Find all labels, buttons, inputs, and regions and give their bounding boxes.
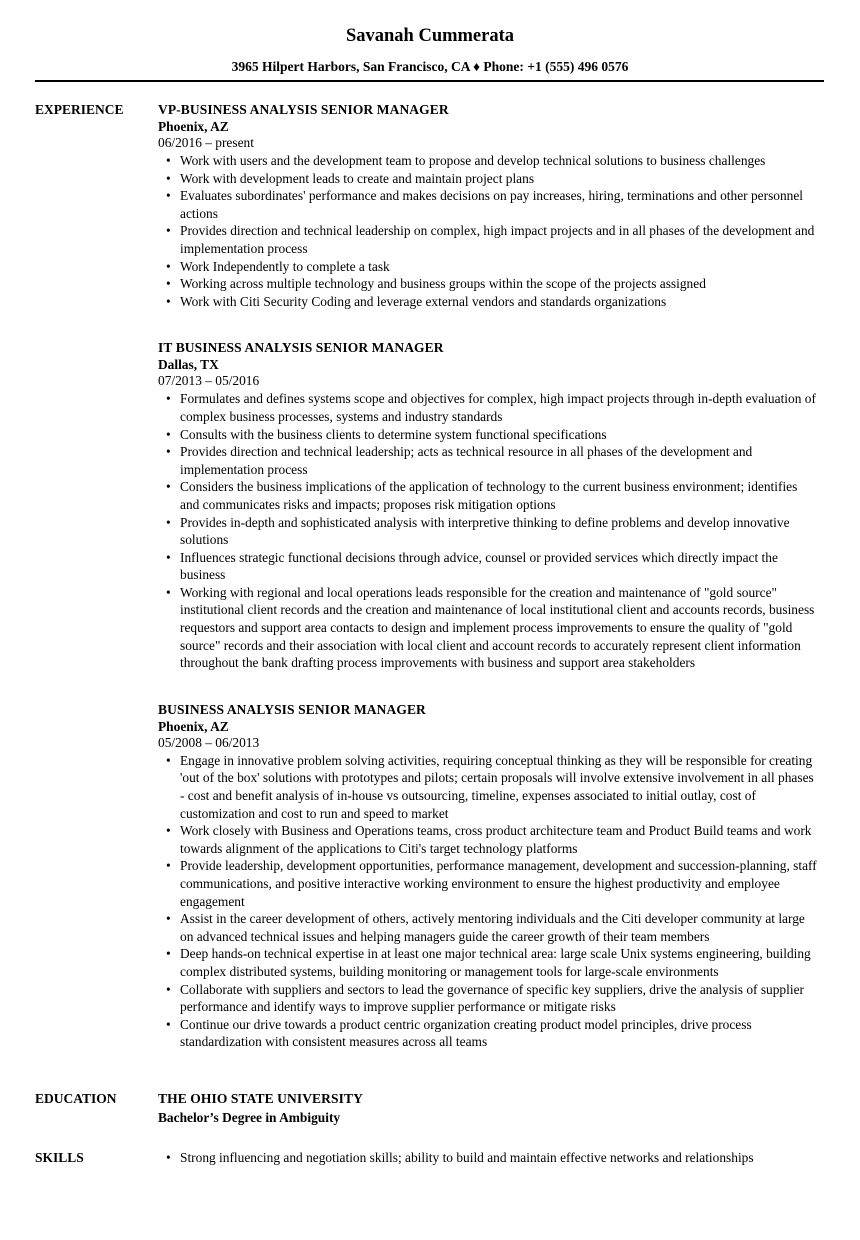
bullet-item: • Influences strategic functional decisions through advice, counsel or provided services which directly impact the business xyxy=(158,549,818,584)
job-title: BUSINESS ANALYSIS SENIOR MANAGER xyxy=(158,701,426,717)
job-title: IT BUSINESS ANALYSIS SENIOR MANAGER xyxy=(158,340,444,356)
job-location: Phoenix, AZ xyxy=(158,119,229,134)
bullet-item: • Continue our drive towards a product centric organization creating product model principles, drive process standardization with consistent measures across all teams xyxy=(158,1016,818,1051)
bullet-item: • Considers the business implications of the application of technology to the current business environment; identifies and communicates risks and impacts; proposes risk mitigation options xyxy=(158,478,818,513)
education-school: THE OHIO STATE UNIVERSITY xyxy=(158,1090,363,1106)
job-dates: 05/2008 – 06/2013 xyxy=(158,734,260,750)
bullet-item: • Engage in innovative problem solving activities, requiring conceptual thinking as they will be responsible for creating 'out of the box' solutions with prototypes and pilots; certain proposals will involve extensive involvement in all phases - cost and benefit analysis of in-house vs outsourcing, timeline, expenses associated to initial outlay, cost of customization and cost to run and speed to market xyxy=(158,752,818,822)
job-bullet-list xyxy=(158,152,818,310)
job-location: Dallas, TX xyxy=(158,357,219,373)
header-divider xyxy=(35,80,824,82)
bullet-item: • Work with users and the development team to propose and develop technical solutions to business challenges xyxy=(158,152,818,170)
bullet-item: • Strong influencing and negotiation skills; ability to build and maintain effective networks and relationships xyxy=(158,1149,818,1167)
experience-label: EXPERIENCE xyxy=(35,102,124,117)
skills-section xyxy=(0,1148,860,1167)
bullet-item: • Provides in-depth and sophisticated analysis with interpretive thinking to define problems and develop innovative solutions xyxy=(158,514,818,549)
bullet-item: • Collaborate with suppliers and sectors to lead the governance of specific key suppliers, drive the analysis of supplier performance and identify ways to improve supplier performance or mitigate risks xyxy=(158,981,818,1016)
job-bullet-list xyxy=(158,390,818,672)
bullet-item: • Work with development leads to create and maintain project plans xyxy=(158,170,818,188)
bullet-item: • Provides direction and technical leadership; acts as technical resource in all phases of the development and implementation process xyxy=(158,443,818,478)
candidate-name: Savanah Cummerata xyxy=(345,26,515,46)
bullet-item: • Working across multiple technology and business groups within the scope of the projects assigned xyxy=(158,275,818,293)
bullet-item: • Provide leadership, development opportunities, performance management, development and succession-planning, staff communications, and positive interactive working environment to ensure the highest productivity and employee engagement xyxy=(158,857,818,910)
experience-content xyxy=(158,100,818,1051)
skills-content xyxy=(158,1148,818,1167)
bullet-item: • Working with regional and local operations leads responsible for the creation and maintenance of "gold source" institutional client records and the creation and maintenance of local institutional client and accounts records, business requestors and support area contacts to design and implement process improvements to ensure the quality of "gold source" records and their association with local client and account records to accurately represent client information throughout the bank drafting process improvements with business and support area stakeholders xyxy=(158,584,818,672)
job-dates: 06/2016 – present xyxy=(158,135,254,150)
bullet-item: • Formulates and defines systems scope and objectives for complex, high impact projects through in-depth evaluation of complex business processes, systems and industry standards xyxy=(158,390,818,425)
contact-line: 3965 Hilpert Harbors, San Francisco, CA ♦ Phone: +1 (555) 496 0576 xyxy=(231,59,629,74)
bullet-item: • Deep hands-on technical expertise in at least one major technical area: large scale Unix systems engineering, building complex distributed systems, building monitoring or management tools for large-scale environments xyxy=(158,945,818,980)
bullet-item: • Work Independently to complete a task xyxy=(158,258,818,276)
bullet-item: • Evaluates subordinates' performance and makes decisions on pay increases, hiring, terminations and other personnel actions xyxy=(158,187,818,222)
bullet-item: • Work with Citi Security Coding and leverage external vendors and standards organizations xyxy=(158,293,818,311)
job-bullet-list xyxy=(158,752,818,1051)
job-location: Phoenix, AZ xyxy=(158,718,229,734)
education-content xyxy=(158,1089,818,1128)
job-dates: 07/2013 – 05/2016 xyxy=(158,373,260,389)
job-entry-business-analysis xyxy=(158,700,818,1051)
skills-label: SKILLS xyxy=(35,1149,84,1165)
skills-bullet-list xyxy=(158,1149,818,1167)
education-degree: Bachelor’s Degree in Ambiguity xyxy=(158,1109,341,1125)
bullet-item: • Assist in the career development of others, actively mentoring individuals and the Citi developer community at large on advanced technical issues and helping managers guide the career growth of their team members xyxy=(158,910,818,945)
bullet-item: • Work closely with Business and Operations teams, cross product architecture team and Product Build teams and work towards alignment of the applications to Citi's target technology platforms xyxy=(158,822,818,857)
education-section xyxy=(0,1089,860,1128)
experience-section xyxy=(0,100,860,1051)
bullet-item: • Consults with the business clients to determine system functional specifications xyxy=(158,426,818,444)
job-title: VP-BUSINESS ANALYSIS SENIOR MANAGER xyxy=(158,102,449,117)
job-entry-it-business-analysis xyxy=(158,338,818,672)
education-label: EDUCATION xyxy=(35,1090,117,1106)
job-entry-vp-business-analysis xyxy=(158,100,818,310)
bullet-item: • Provides direction and technical leadership on complex, high impact projects and in all phases of the development and implementation process xyxy=(158,222,818,257)
resume-header xyxy=(0,0,860,82)
